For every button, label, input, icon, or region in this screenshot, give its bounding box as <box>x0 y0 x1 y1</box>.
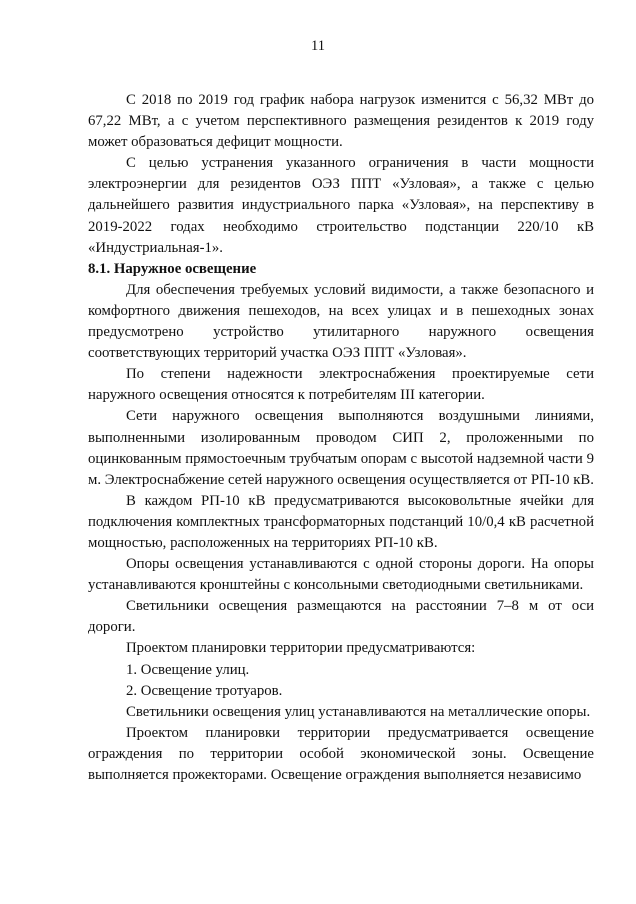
section-title: 8.1. Наружное освещение <box>88 260 257 277</box>
paragraph-reliability: По степени надежности электроснабжения проектируемые сети наружного освещения относятся к потребителям III категории. <box>88 366 594 404</box>
paragraph-street-luminaires: Светильники освещения улиц устанавливаются на металлические опоры. <box>126 703 591 720</box>
paragraph-overhead-lines: Сети наружного освещения выполняются воздушными линиями, выполненными изолированным проводом СИП 2, проложенными по оцинкованным прямостоечным трубчатым опорам с высотой надземной части 9 м. Электроснабжение сетей наружного освещения осуществляется от РП-10 кВ. <box>88 408 594 488</box>
paragraph-poles: Опоры освещения устанавливаются с одной стороны дороги. На опоры устанавливаются кронштейны с консольными светодиодными светильниками. <box>88 556 594 594</box>
paragraph-substation-construction: С целью устранения указанного ограничения в части мощности электроэнергии для резидентов ОЭЗ ППТ «Узловая», а также с целью дальнейшего развития индустриального парка «Узловая», на перспективу в 2019-2022 годах необходимо строительство подстанции 220/10 кВ «Индустриальная-1». <box>88 155 594 256</box>
paragraph-visibility: Для обеспечения требуемых условий видимости, а также безопасного и комфортного движения пешеходов, на всех улицах и в пешеходных зонах предусмотрено устройство утилитарного наружного освещения соответствующих территорий участка ОЭЗ ППТ «Узловая». <box>88 281 594 362</box>
list-item-streets: 1. Освещение улиц. <box>126 661 250 678</box>
paragraph-load-schedule: С 2018 по 2019 год график набора нагрузок изменится с 56,32 МВт до 67,22 МВт, а с учетом перспективного размещения резидентов к 2019 году может образоваться дефицит мощности. <box>88 92 594 151</box>
page-number: 11 <box>311 38 325 54</box>
paragraph-high-voltage-cells: В каждом РП-10 кВ предусматриваются высоковольтные ячейки для подключения комплектных трансформаторных подстанций 10/0,4 кВ расчетной мощностью, расположенных на территориях РП-10 кВ. <box>88 492 594 551</box>
paragraph-luminaire-distance: Светильники освещения размещаются на расстоянии 7–8 м от оси дороги. <box>88 598 594 636</box>
paragraph-fence-lighting: Проектом планировки территории предусматривается освещение ограждения по территории особой экономической зоны. Освещение выполняется прожекторами. Освещение ограждения выполняется независимо <box>88 724 594 783</box>
list-item-sidewalks: 2. Освещение тротуаров. <box>126 682 283 699</box>
document-body <box>88 90 594 786</box>
paragraph-planning-provides: Проектом планировки территории предусматриваются: <box>126 640 476 657</box>
